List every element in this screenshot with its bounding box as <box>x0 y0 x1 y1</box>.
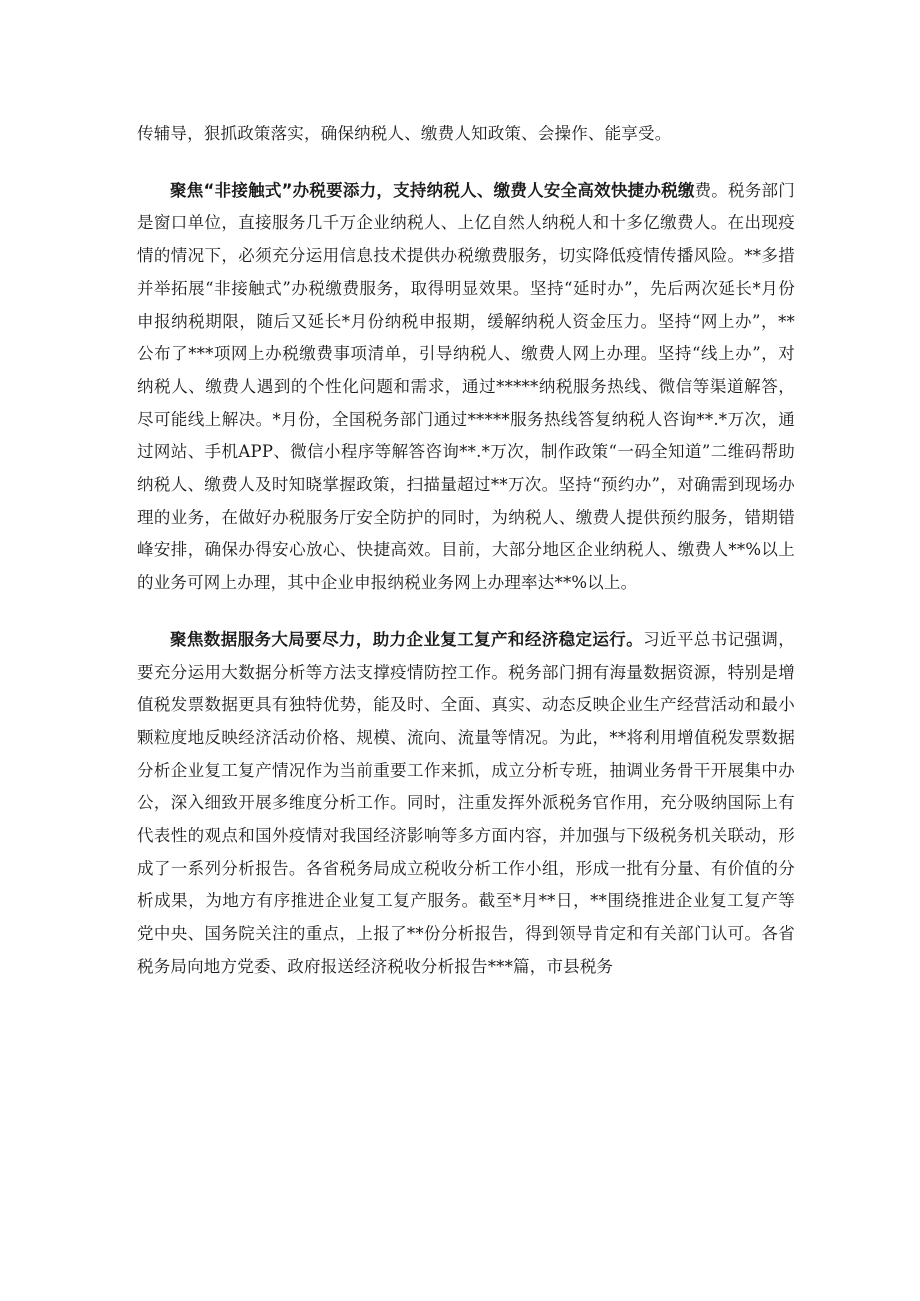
document-body <box>137 118 795 984</box>
paragraph-3-lead: 聚焦数据服务大局要尽力，助力企业复工复产和经济稳定运行。 <box>170 629 644 649</box>
paragraph-gap <box>137 151 795 175</box>
paragraph-3-text: 习近平总书记强调，要充分运用大数据分析等方法支撑疫情防控工作。税务部门拥有海量数据资源，特别是增值税发票数据更具有独特优势，能及时、全面、真实、动态反映企业生产经营活动和最小颗粒度地反映经济活动价格、规模、流向、流量等情况。为此，**将利用增值税发票数据分析企业复工复产情况作为当前重要工作来抓，成立分析专班，抽调业务骨干开展集中办公，深入细致开展多维度分析工作。同时，注重发挥外派税务官作用，充分吸纳国际上有代表性的观点和国外疫情对我国经济影响等多方面内容，并加强与下级税务机关联动，形成了一系列分析报告。各省税务局成立税收分析工作小组，形成一批有分量、有价值的分析成果，为地方有序推进企业复工复产服务。截至*月**日，**围绕推进企业复工复产等党中央、国务院关注的重点，上报了**份分析报告，得到领导肯定和有关部门认可。各省税务局向地方党委、政府报送经济税收分析报告***篇，市县税务 <box>137 629 795 976</box>
paragraph-1 <box>137 118 795 151</box>
paragraph-2-text: 费。税务部门是窗口单位，直接服务几千万企业纳税人、上亿自然人纳税人和十多亿缴费人。在出现疫情的情况下，必须充分运用信息技术提供办税缴费服务，切实降低疫情传播风险。**多措并举拓展“非接触式”办税缴费服务，取得明显效果。坚持“延时办”，先后两次延长*月份申报纳税期限，随后又延长*月份纳税申报期，缓解纳税人资金压力。坚持“网上办”，**公布了***项网上办税缴费事项清单，引导纳税人、缴费人网上办理。坚持“线上办”，对纳税人、缴费人遇到的个性化问题和需求，通过*****纳税服务热线、微信等渠道解答，尽可能线上解决。*月份，全国税务部门通过*****服务热线答复纳税人咨询**.*万次，通过网站、手机APP、微信小程序等解答咨询**.*万次，制作政策“一码全知道”二维码帮助纳税人、缴费人及时知晓掌握政策，扫描量超过**万次。坚持“预约办”，对确需到现场办理的业务，在做好办税服务厅安全防护的同时，为纳税人、缴费人提供预约服务，错期错峰安排，确保办得安心放心、快捷高效。目前，大部分地区企业纳税人、缴费人**%以上的业务可网上办理，其中企业申报纳税业务网上办理率达**%以上。 <box>137 180 795 593</box>
paragraph-2 <box>137 175 795 600</box>
paragraph-3 <box>137 624 795 984</box>
paragraph-1-text: 传辅导，狠抓政策落实，确保纳税人、缴费人知政策、会操作、能享受。 <box>137 124 672 143</box>
paragraph-2-lead: 聚焦“非接触式”办税要添力，支持纳税人、缴费人安全高效快捷办税缴 <box>170 180 695 200</box>
paragraph-gap <box>137 600 795 624</box>
